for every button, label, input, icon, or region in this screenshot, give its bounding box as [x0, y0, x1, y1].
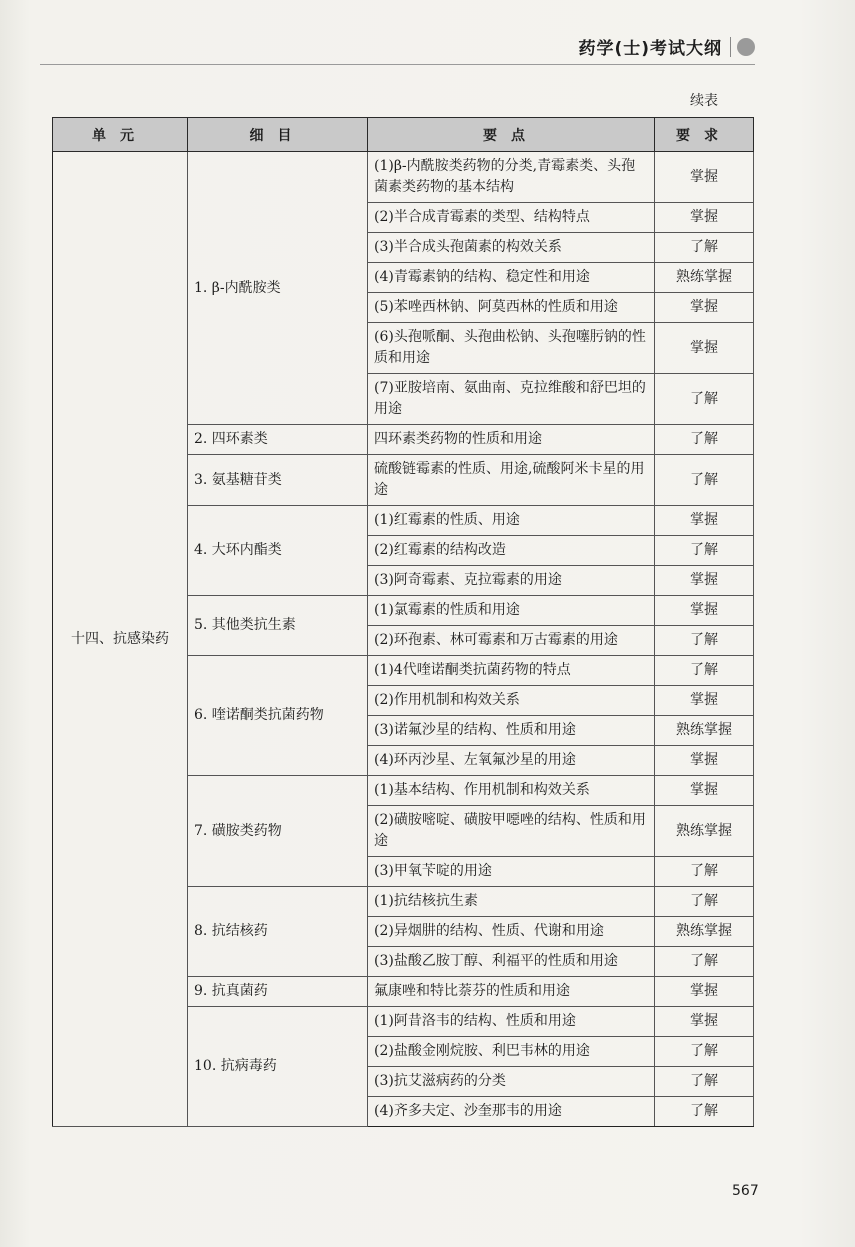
requirement-cell: 了解 — [655, 626, 754, 656]
point-cell: (1)氯霉素的性质和用途 — [368, 596, 655, 626]
point-cell: (5)苯唑西林钠、阿莫西林的性质和用途 — [368, 293, 655, 323]
unit-cell: 十四、抗感染药 — [53, 152, 188, 1127]
requirement-cell: 了解 — [655, 656, 754, 686]
point-cell: 四环素类药物的性质和用途 — [368, 425, 655, 455]
requirement-cell: 熟练掌握 — [655, 263, 754, 293]
requirement-cell: 掌握 — [655, 1007, 754, 1037]
point-cell: (6)头孢哌酮、头孢曲松钠、头孢噻肟钠的性质和用途 — [368, 323, 655, 374]
point-cell: (2)盐酸金刚烷胺、利巴韦林的用途 — [368, 1037, 655, 1067]
subject-cell: 5. 其他类抗生素 — [188, 596, 368, 656]
point-cell: (2)异烟肼的结构、性质、代谢和用途 — [368, 917, 655, 947]
point-cell: (1)阿昔洛韦的结构、性质和用途 — [368, 1007, 655, 1037]
subject-cell: 2. 四环素类 — [188, 425, 368, 455]
point-cell: (2)环孢素、林可霉素和万古霉素的用途 — [368, 626, 655, 656]
syllabus-table — [52, 117, 754, 1127]
column-header-unit: 单元 — [53, 118, 188, 152]
requirement-cell: 掌握 — [655, 506, 754, 536]
header-title: 药学(士)考试大纲 — [578, 39, 722, 59]
requirement-cell: 了解 — [655, 857, 754, 887]
header-rule — [40, 64, 755, 65]
point-cell: (7)亚胺培南、氨曲南、克拉维酸和舒巴坦的用途 — [368, 374, 655, 425]
point-cell: (4)青霉素钠的结构、稳定性和用途 — [368, 263, 655, 293]
point-cell: (3)阿奇霉素、克拉霉素的用途 — [368, 566, 655, 596]
subject-cell: 6. 喹诺酮类抗菌药物 — [188, 656, 368, 776]
subject-cell: 7. 磺胺类药物 — [188, 776, 368, 887]
column-header-requirement: 要求 — [655, 118, 754, 152]
requirement-cell: 掌握 — [655, 596, 754, 626]
subject-cell: 4. 大环内酯类 — [188, 506, 368, 596]
requirement-cell: 掌握 — [655, 686, 754, 716]
point-cell: (2)作用机制和构效关系 — [368, 686, 655, 716]
point-cell: (1)4代喹诺酮类抗菌药物的特点 — [368, 656, 655, 686]
requirement-cell: 掌握 — [655, 566, 754, 596]
requirement-cell: 了解 — [655, 947, 754, 977]
requirement-cell: 掌握 — [655, 977, 754, 1007]
point-cell: 硫酸链霉素的性质、用途,硫酸阿米卡星的用途 — [368, 455, 655, 506]
page-number: 567 — [732, 1183, 759, 1199]
requirement-cell: 了解 — [655, 1097, 754, 1127]
point-cell: (3)诺氟沙星的结构、性质和用途 — [368, 716, 655, 746]
point-cell: 氟康唑和特比萘芬的性质和用途 — [368, 977, 655, 1007]
requirement-cell: 熟练掌握 — [655, 716, 754, 746]
point-cell: (1)红霉素的性质、用途 — [368, 506, 655, 536]
requirement-cell: 了解 — [655, 425, 754, 455]
subject-cell: 9. 抗真菌药 — [188, 977, 368, 1007]
header-badge-icon — [737, 38, 755, 56]
point-cell: (3)甲氧苄啶的用途 — [368, 857, 655, 887]
requirement-cell: 掌握 — [655, 746, 754, 776]
table-header-row — [53, 118, 754, 152]
point-cell: (1)β-内酰胺类药物的分类,青霉素类、头孢菌素类药物的基本结构 — [368, 152, 655, 203]
point-cell: (4)环丙沙星、左氧氟沙星的用途 — [368, 746, 655, 776]
requirement-cell: 了解 — [655, 887, 754, 917]
subject-cell: 8. 抗结核药 — [188, 887, 368, 977]
subject-cell: 1. β-内酰胺类 — [188, 152, 368, 425]
header-separator — [730, 37, 731, 57]
requirement-cell: 掌握 — [655, 293, 754, 323]
point-cell: (4)齐多夫定、沙奎那韦的用途 — [368, 1097, 655, 1127]
requirement-cell: 了解 — [655, 374, 754, 425]
point-cell: (2)磺胺嘧啶、磺胺甲噁唑的结构、性质和用途 — [368, 806, 655, 857]
requirement-cell: 了解 — [655, 1037, 754, 1067]
running-header — [578, 34, 755, 59]
point-cell: (2)红霉素的结构改造 — [368, 536, 655, 566]
column-header-points: 要点 — [368, 118, 655, 152]
requirement-cell: 掌握 — [655, 776, 754, 806]
requirement-cell: 掌握 — [655, 152, 754, 203]
column-header-subject: 细目 — [188, 118, 368, 152]
requirement-cell: 了解 — [655, 233, 754, 263]
point-cell: (3)抗艾滋病药的分类 — [368, 1067, 655, 1097]
point-cell: (2)半合成青霉素的类型、结构特点 — [368, 203, 655, 233]
requirement-cell: 了解 — [655, 455, 754, 506]
point-cell: (3)半合成头孢菌素的构效关系 — [368, 233, 655, 263]
point-cell: (1)抗结核抗生素 — [368, 887, 655, 917]
subject-cell: 10. 抗病毒药 — [188, 1007, 368, 1127]
point-cell: (3)盐酸乙胺丁醇、利福平的性质和用途 — [368, 947, 655, 977]
subject-cell: 3. 氨基糖苷类 — [188, 455, 368, 506]
requirement-cell: 了解 — [655, 1067, 754, 1097]
table-row — [53, 152, 754, 203]
point-cell: (1)基本结构、作用机制和构效关系 — [368, 776, 655, 806]
requirement-cell: 了解 — [655, 536, 754, 566]
table-body — [53, 152, 754, 1127]
requirement-cell: 熟练掌握 — [655, 806, 754, 857]
requirement-cell: 掌握 — [655, 323, 754, 374]
requirement-cell: 熟练掌握 — [655, 917, 754, 947]
requirement-cell: 掌握 — [655, 203, 754, 233]
continued-label: 续表 — [690, 93, 718, 109]
